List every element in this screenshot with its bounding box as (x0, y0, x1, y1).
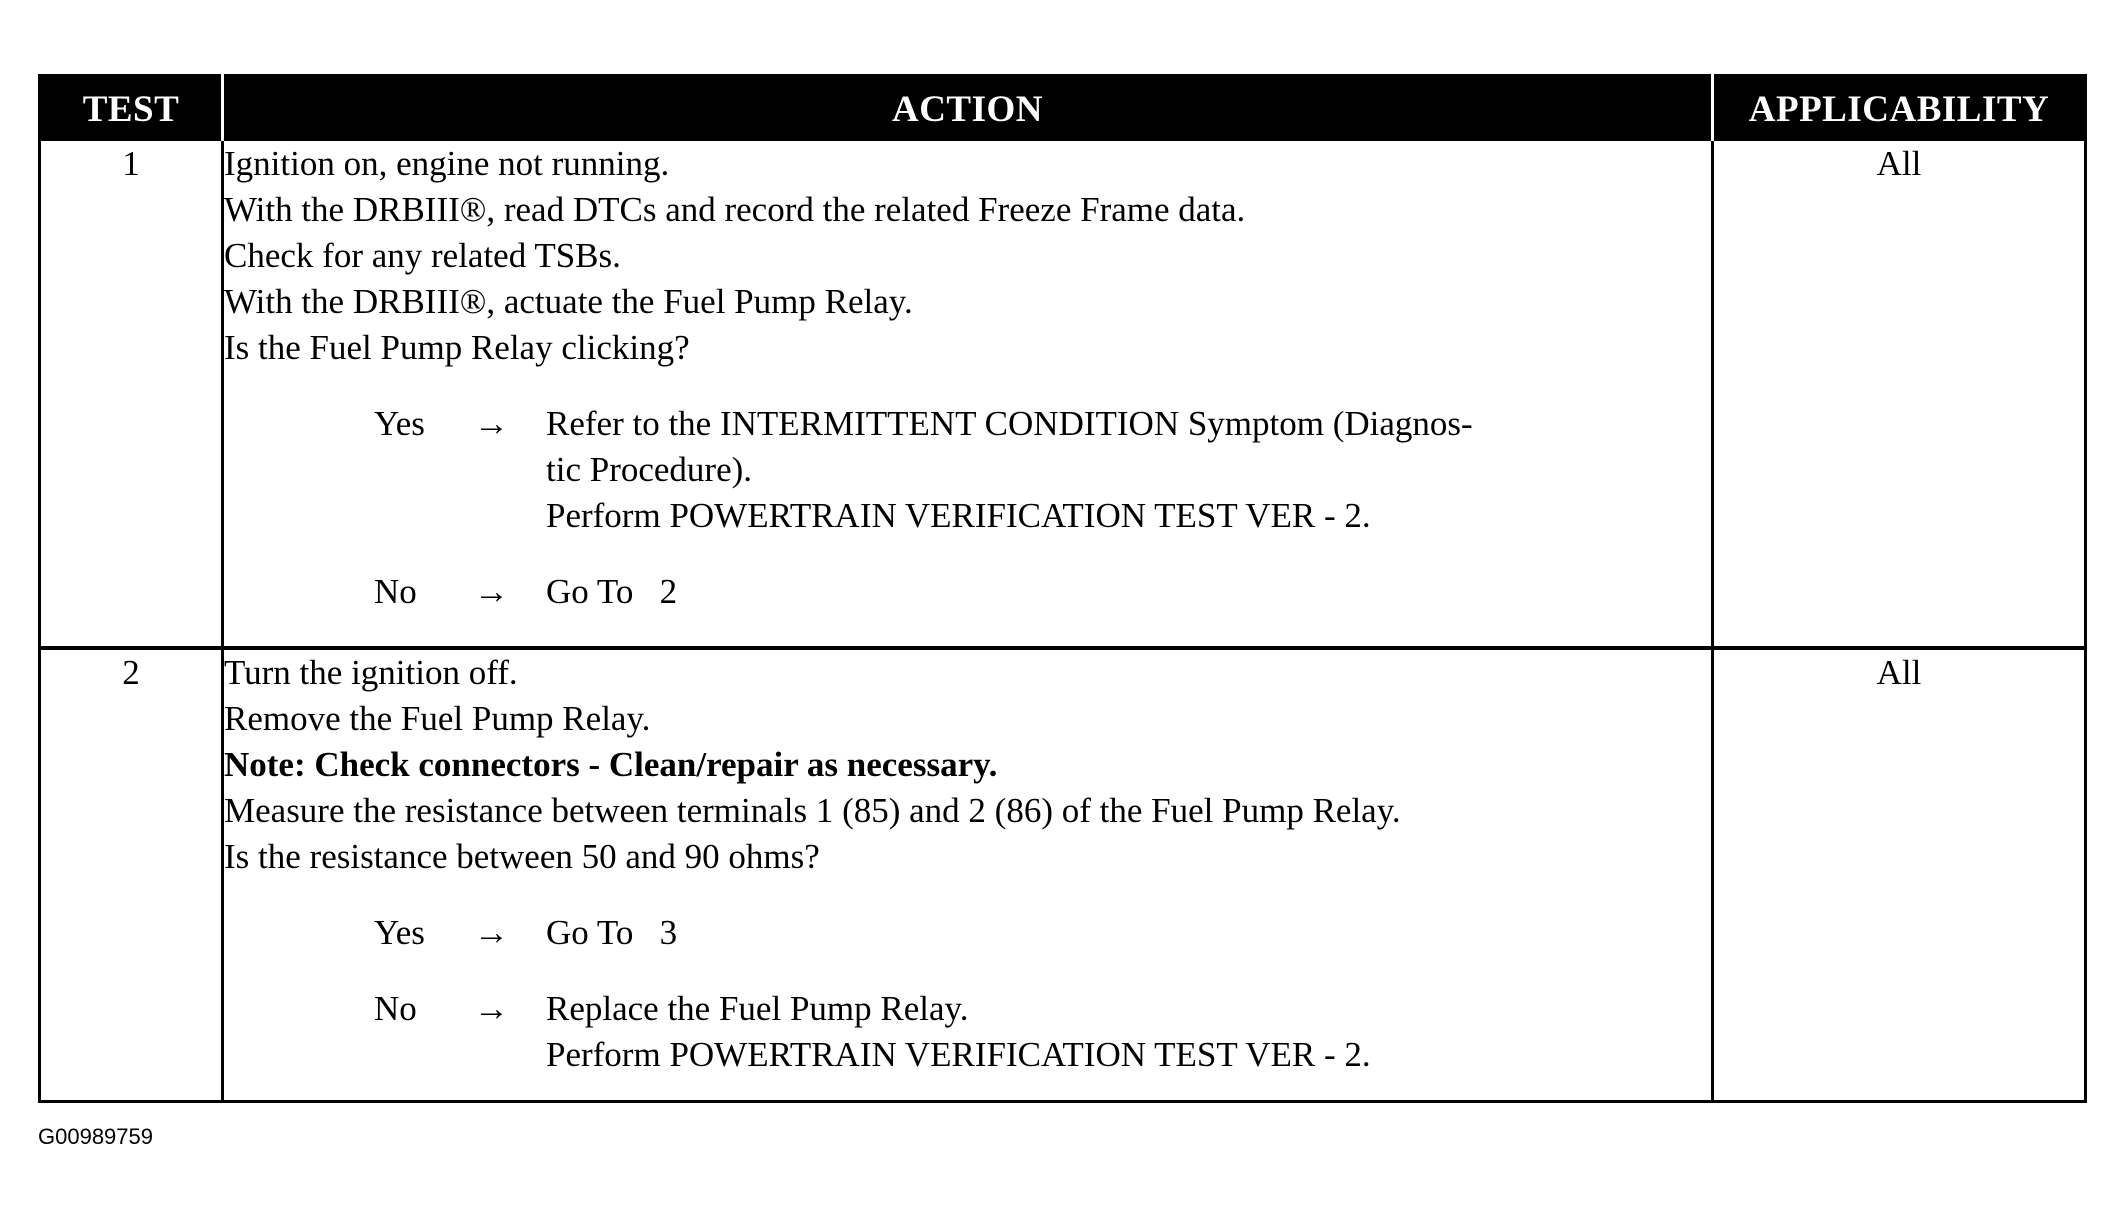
header-test: TEST (40, 76, 223, 142)
applicability-value: All (1713, 648, 2086, 1102)
no-result (546, 569, 1711, 615)
action-question: Is the resistance between 50 and 90 ohms? (224, 837, 820, 876)
action-step: Remove the Fuel Pump Relay. (224, 699, 651, 738)
no-branch (374, 986, 1711, 1078)
header-applicability: APPLICABILITY (1713, 76, 2086, 142)
no-branch (374, 569, 1711, 615)
yes-result (546, 401, 1711, 539)
result-line: Go To 2 (546, 572, 678, 611)
figure-id: G00989759 (38, 1124, 153, 1149)
yes-label: Yes (374, 913, 425, 952)
yes-branch (374, 910, 1711, 956)
yes-label: Yes (374, 404, 425, 443)
action-step: Check for any related TSBs. (224, 236, 621, 275)
table-row-test-2 (40, 648, 2086, 1102)
action-step: With the DRBIII®, actuate the Fuel Pump Relay. (224, 282, 913, 321)
action-cell (223, 141, 1713, 648)
action-cell (223, 648, 1713, 1102)
no-result (546, 986, 1711, 1078)
arrow-right-icon: → (474, 572, 509, 611)
applicability-value: All (1713, 141, 2086, 648)
result-line: tic Procedure). (546, 450, 753, 489)
test-number: 2 (40, 648, 223, 1102)
yes-result (546, 910, 1711, 956)
action-step: Measure the resistance between terminals 1 (85) and 2 (86) of the Fuel Pump Relay. (224, 791, 1401, 830)
result-line: Refer to the INTERMITTENT CONDITION Symptom (Diagnos- (546, 404, 1473, 443)
result-line: Perform POWERTRAIN VERIFICATION TEST VER - 2. (546, 496, 1371, 535)
diagnostic-table-container (38, 74, 2084, 1103)
action-step: Turn the ignition off. (224, 653, 518, 692)
arrow-right-icon: → (474, 913, 509, 952)
no-label: No (374, 989, 417, 1028)
arrow-right-icon: → (474, 404, 509, 443)
arrow-right-icon: → (474, 989, 509, 1028)
table-header-row (40, 76, 2086, 142)
result-line: Replace the Fuel Pump Relay. (546, 989, 969, 1028)
header-action: ACTION (223, 76, 1713, 142)
no-label: No (374, 572, 417, 611)
action-step: Ignition on, engine not running. (224, 144, 670, 183)
result-line: Perform POWERTRAIN VERIFICATION TEST VER - 2. (546, 1035, 1371, 1074)
test-number: 1 (40, 141, 223, 648)
result-line: Go To 3 (546, 913, 678, 952)
action-step: With the DRBIII®, read DTCs and record the related Freeze Frame data. (224, 190, 1246, 229)
diagnostic-table (38, 74, 2087, 1103)
action-question: Is the Fuel Pump Relay clicking? (224, 328, 690, 367)
action-note: Note: Check connectors - Clean/repair as necessary. (224, 745, 998, 784)
yes-branch (374, 401, 1711, 539)
table-row-test-1 (40, 141, 2086, 648)
